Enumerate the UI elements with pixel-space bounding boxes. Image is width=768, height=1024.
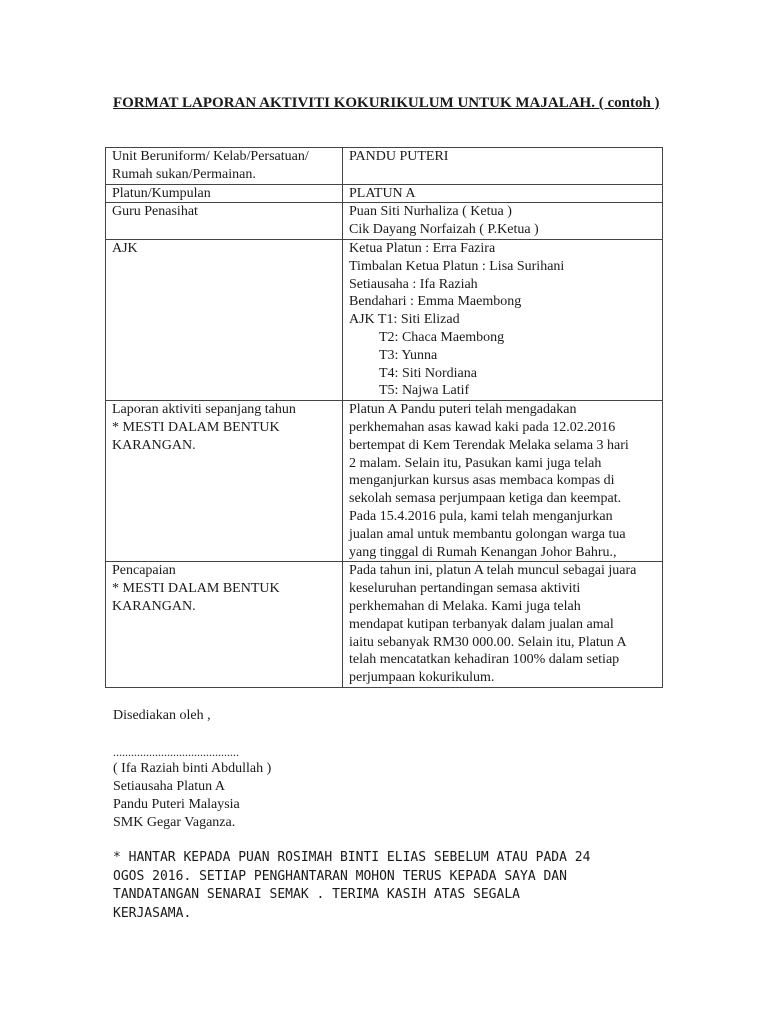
ajk-indented-line: T5: Najwa Latif [379,383,470,399]
laporan-value-line: yang tinggal di Rumah Kenangan Johor Bahru., [349,544,617,560]
table-row-laporan [106,401,663,562]
guru-label: Guru Penasihat [112,204,198,220]
table-row-unit [106,148,663,185]
prepared-by-label: Disediakan oleh , [113,708,211,723]
laporan-value-line: bertempat di Kem Terendak Melaka selama 3 hari [349,437,629,453]
platun-label-cell [106,184,343,203]
ajk-value-cell [343,239,663,400]
pencapaian-value-line: Pada tahun ini, platun A telah muncul sebagai juara [349,563,637,579]
pencapaian-value-line: mendapat kutipan terbanyak dalam jualan amal [349,616,614,632]
ajk-value-line: Timbalan Ketua Platun : Lisa Surihani [349,258,565,274]
signatory-school: SMK Gegar Vaganza. [113,815,236,830]
laporan-value-line: jualan amal untuk membantu golongan warga tua [349,526,626,542]
laporan-value-cell [343,401,663,562]
signatory-name: ( Ifa Raziah binti Abdullah ) [113,761,272,776]
unit-value: PANDU PUTERI [349,149,449,164]
note-line: KERJASAMA. [113,905,192,921]
laporan-value-line: Pada 15.4.2016 pula, kami telah menganjurkan [349,508,613,524]
pencapaian-value-line: perkhemahan di Melaka. Kami juga telah [349,598,581,614]
ajk-value-line: Ketua Platun : Erra Fazira [349,240,496,256]
guru-value-line: Cik Dayang Norfaizah ( P.Ketua ) [349,222,539,238]
report-table [105,147,663,688]
unit-label-line: Unit Beruniform/ Kelab/Persatuan/ [112,149,309,164]
pencapaian-value-line: perjumpaan kokurikulum. [349,670,495,686]
submission-note [113,849,613,923]
unit-label-line: Rumah sukan/Permainan. [112,166,256,182]
laporan-value-line: 2 malam. Selain itu, Pasukan kami juga telah [349,455,602,471]
ajk-value-line: Bendahari : Emma Maembong [349,294,522,310]
table-row-platun [106,184,663,203]
table-row-ajk [106,239,663,400]
table-row-pencapaian [106,562,663,688]
note-line: OGOS 2016. SETIAP PENGHANTARAN MOHON TERUS KEPADA SAYA DAN [113,868,567,884]
laporan-label-line: Laporan aktiviti sepanjang tahun [112,402,296,418]
pencapaian-value-line: iaitu sebanyak RM30 000.00. Selain itu, Platun A [349,634,627,650]
pencapaian-label-line: * MESTI DALAM BENTUK [112,581,280,597]
guru-value-cell [343,203,663,240]
ajk-indented-line: T4: Siti Nordiana [379,365,477,381]
table-row-guru [106,203,663,240]
ajk-value-line: Setiausaha : Ifa Raziah [349,276,478,292]
laporan-value-line: menganjurkan kursus asas membaca kompas di [349,473,615,489]
document-title: FORMAT LAPORAN AKTIVITI KOKURIKULUM UNTUK MAJALAH. ( contoh ) [113,95,660,111]
ajk-value-line: AJK T1: Siti Elizad [349,312,460,328]
platun-value-cell [343,184,663,203]
laporan-label-cell [106,401,343,562]
ajk-indented-line: T3: Yunna [379,347,438,363]
pencapaian-label-cell [106,562,343,688]
pencapaian-value-cell [343,562,663,688]
note-line: TANDATANGAN SENARAI SEMAK . TERIMA KASIH ATAS SEGALA [113,887,520,902]
signature-line: .......................................... [113,745,239,759]
pencapaian-label-line: Pencapaian [112,563,176,579]
ajk-label: AJK [112,240,138,256]
guru-value-line: Puan Siti Nurhaliza ( Ketua ) [349,204,512,220]
laporan-value-line: Platun A Pandu puteri telah mengadakan [349,402,577,418]
platun-value: PLATUN A [349,185,416,201]
laporan-label-line: * MESTI DALAM BENTUK [112,419,280,435]
laporan-value-line: sekolah semasa perjumpaan ketiga dan keempat. [349,491,622,507]
note-line: * HANTAR KEPADA PUAN ROSIMAH BINTI ELIAS SEBELUM ATAU PADA 24 [113,850,591,865]
pencapaian-value-line: telah mencatatkan kehadiran 100% dalam setiap [349,652,620,668]
pencapaian-label-line: KARANGAN. [112,598,196,614]
signature-block [113,707,271,832]
ajk-indented-line: T2: Chaca Maembong [379,329,505,345]
platun-label: Platun/Kumpulan [112,185,211,201]
unit-value-cell [343,148,663,185]
ajk-label-cell [106,239,343,400]
signatory-position: Setiausaha Platun A [113,779,225,794]
laporan-label-line: KARANGAN. [112,437,196,453]
laporan-value-line: perkhemahan asas kawad kaki pada 12.02.2016 [349,419,616,435]
signatory-organization: Pandu Puteri Malaysia [113,797,240,812]
guru-label-cell [106,203,343,240]
pencapaian-value-line: keseluruhan pertandingan semasa aktiviti [349,581,581,597]
unit-label-cell [106,148,343,185]
